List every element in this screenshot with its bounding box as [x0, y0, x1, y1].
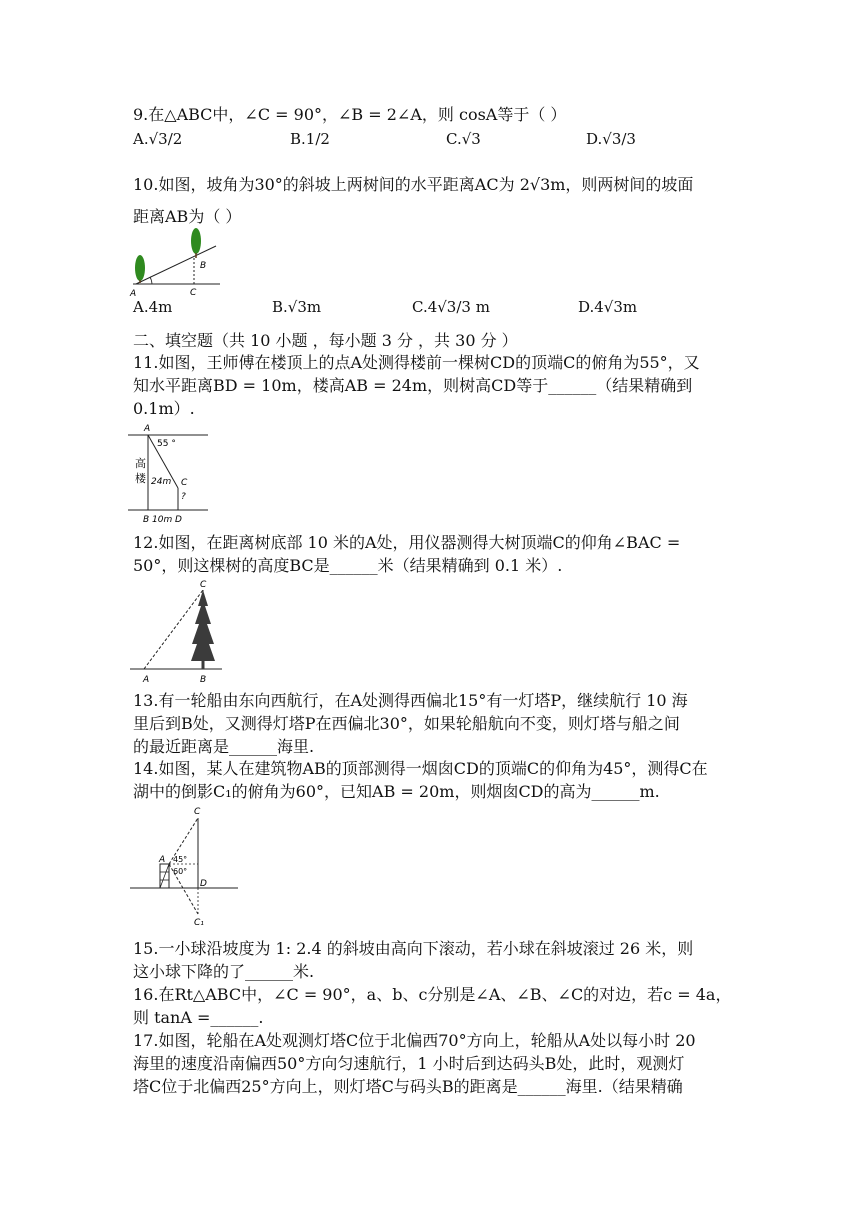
- q12-line1: 12.如图，在距离树底部 10 米的A处，用仪器测得大树顶端C的仰角∠BAC =: [133, 533, 681, 552]
- q11-label-a: A: [144, 424, 151, 434]
- q11-line1: 11.如图，王师傅在楼顶上的点A处测得楼前一棵树CD的顶端C的俯角为55°，又: [133, 353, 700, 372]
- tree-icon: [135, 255, 145, 281]
- q9-option-d: D.√3/3: [586, 130, 636, 148]
- q13-line1: 13.有一轮船由东向西航行，在A处测得西偏北15°有一灯塔P，继续航行 10 海: [133, 691, 688, 710]
- q14-line2: 湖中的倒影C₁的俯角为60°，已知AB = 20m，则烟囱CD的高为______m.: [133, 782, 660, 801]
- q11-label-d: D: [175, 515, 182, 525]
- q10-line1: 10.如图，坡角为30°的斜坡上两树间的水平距离AC为 2√3m，则两树间的坡面: [133, 175, 694, 194]
- tree-icon: [191, 228, 201, 254]
- q10-label-a: A: [130, 289, 137, 298]
- q14-line1: 14.如图，某人在建筑物AB的顶部测得一烟囱CD的顶端C的仰角为45°，测得C在: [133, 759, 708, 778]
- q10-figure: [128, 226, 223, 298]
- q14-angle-45: 45°: [173, 855, 188, 864]
- q9-option-c: C.√3: [446, 130, 481, 148]
- q11-bd: 10m: [152, 515, 173, 525]
- q9-option-a: A.√3/2: [133, 130, 183, 148]
- q11-lou1: 高: [135, 457, 146, 470]
- q11-label-b: B: [143, 515, 150, 525]
- q14-label-c: C: [194, 807, 201, 817]
- q10-option-a: A.4m: [133, 298, 173, 316]
- q12-label-b: B: [200, 675, 207, 684]
- q14-label-a: A: [159, 855, 166, 865]
- q9-stem: 9.在△ABC中，∠C = 90°，∠B = 2∠A，则 cosA等于（ ）: [133, 105, 567, 124]
- q12-line2: 50°，则这棵树的高度BC是______米（结果精确到 0.1 米）.: [133, 556, 563, 575]
- section-title: 二、填空题（共 10 小题 ，每小题 3 分 ，共 30 分 ）: [133, 331, 518, 350]
- q10-option-c: C.4√3/3 m: [412, 298, 490, 316]
- q14-angle-60: 60°: [173, 867, 188, 876]
- q15-line2: 这小球下降的了______米.: [133, 962, 315, 981]
- q17-line3: 塔C位于北偏西25°方向上，则灯塔C与码头B的距离是______海里.（结果精确: [133, 1077, 683, 1096]
- q11-angle: 55 °: [157, 439, 176, 449]
- q9-option-b: B.1/2: [290, 130, 330, 148]
- q11-line2: 知水平距离BD = 10m，楼高AB = 24m，则树高CD等于______（结果精确到: [133, 376, 693, 395]
- q16-line2: 则 tanA =______.: [133, 1008, 264, 1027]
- q17-line2: 海里的速度沿南偏西50°方向匀速航行，1 小时后到达码头B处，此时，观测灯: [133, 1054, 685, 1073]
- q10-label-c: C: [190, 288, 197, 298]
- q11-lou2: 楼: [135, 472, 146, 485]
- q14-figure: [128, 802, 242, 930]
- q10-label-b: B: [200, 261, 207, 271]
- q11-figure: [128, 420, 210, 526]
- q11-line3: 0.1m）.: [133, 399, 195, 418]
- q12-label-c: C: [200, 580, 207, 590]
- q12-figure: [128, 576, 224, 684]
- q13-line2: 里后到B处，又测得灯塔P在西偏北30°，如果轮船航向不变，则灯塔与船之间: [133, 714, 680, 733]
- q14-label-d: D: [200, 879, 207, 889]
- q17-line1: 17.如图，轮船在A处观测灯塔C位于北偏西70°方向上，轮船从A处以每小时 20: [133, 1031, 696, 1050]
- q16-line1: 16.在Rt△ABC中，∠C = 90°，a、b、c分别是∠A、∠B、∠C的对边，若c = 4a，: [133, 985, 732, 1004]
- q14-label-c1: C₁: [194, 918, 204, 928]
- q11-question: ?: [181, 492, 186, 502]
- q12-label-a: A: [143, 675, 150, 684]
- q13-line3: 的最近距离是______海里.: [133, 737, 315, 756]
- q11-label-c: C: [181, 478, 188, 488]
- q10-line2: 距离AB为（ ）: [133, 207, 242, 226]
- q10-option-d: D.4√3m: [578, 298, 638, 316]
- q10-option-b: B.√3m: [272, 298, 322, 316]
- q11-height: 24m: [151, 477, 172, 487]
- q15-line1: 15.一小球沿坡度为 1: 2.4 的斜坡由高向下滚动，若小球在斜坡滚过 26 米，则: [133, 939, 694, 958]
